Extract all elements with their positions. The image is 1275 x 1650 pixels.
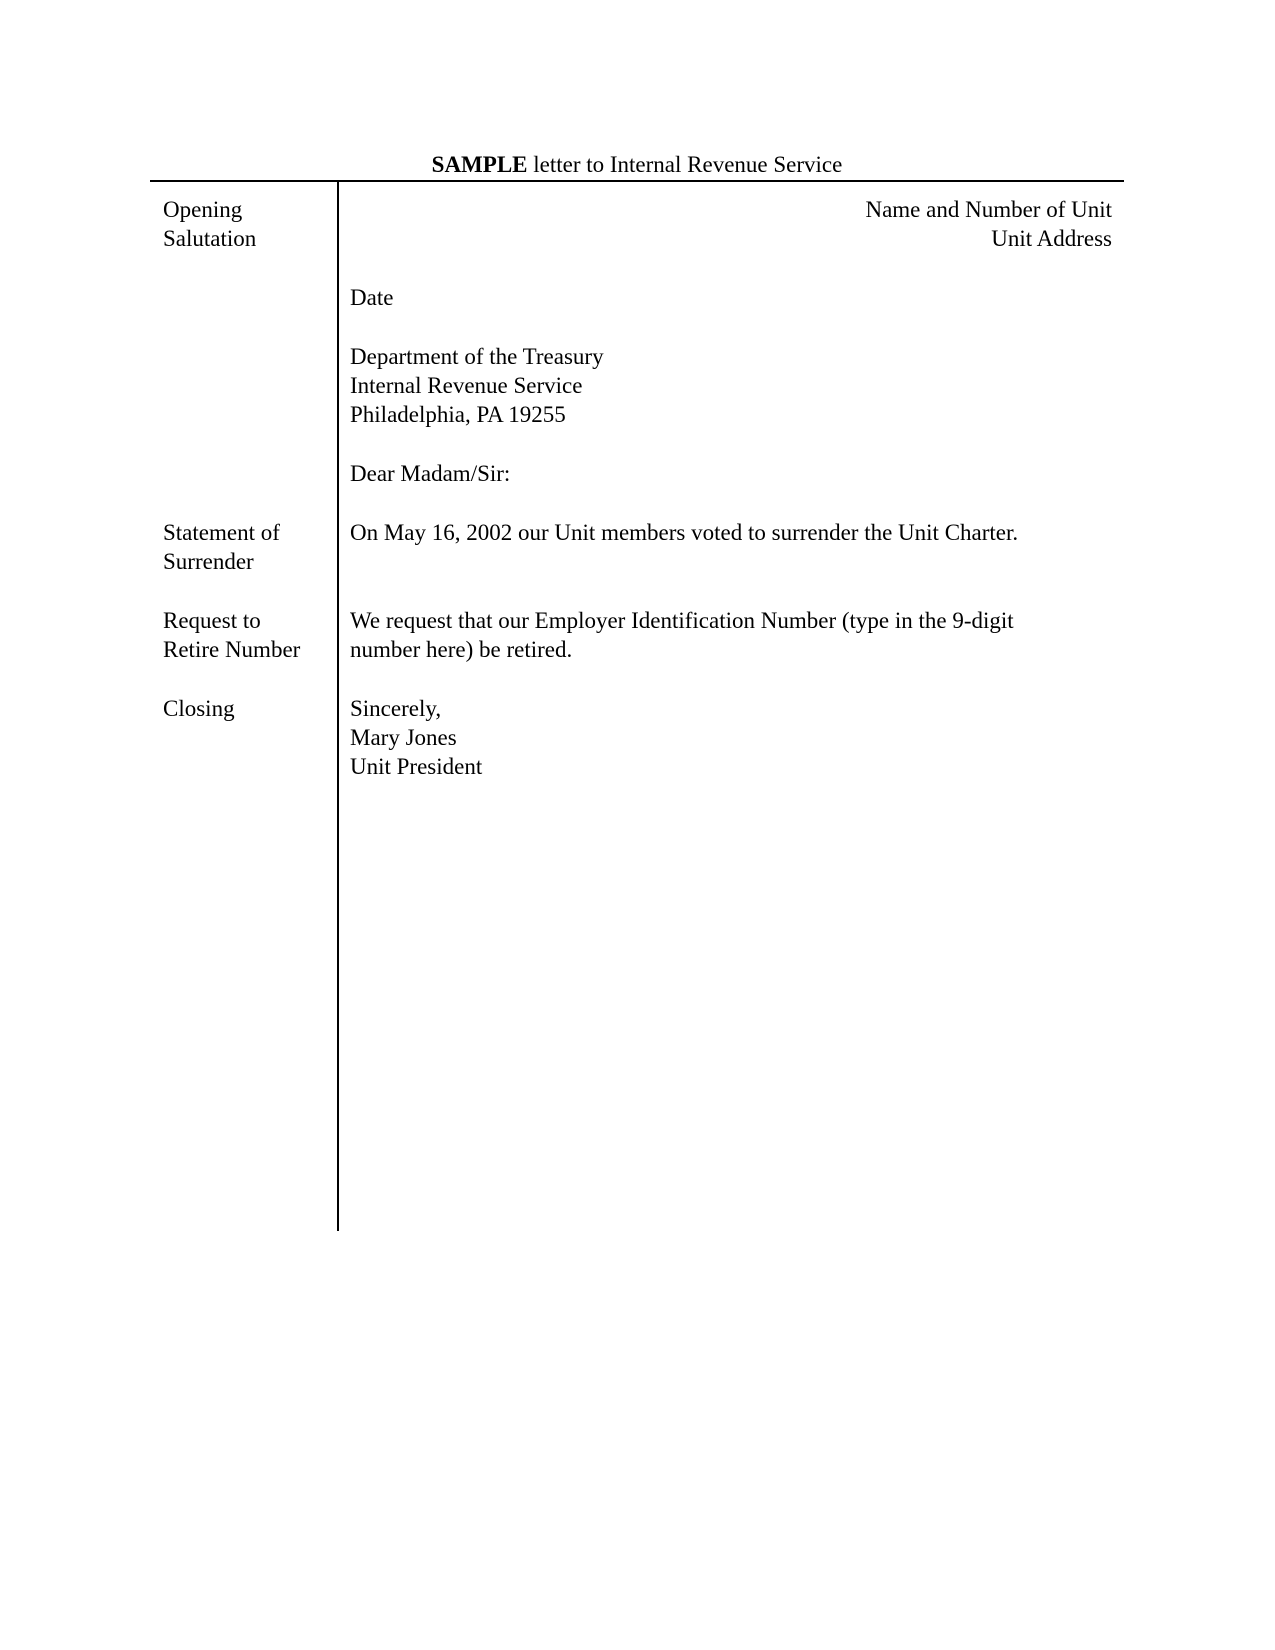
label-line: Closing (163, 696, 235, 721)
title-rest: letter to Internal Revenue Service (527, 152, 843, 177)
closing-line: Sincerely, (350, 696, 442, 721)
recipient-line: Philadelphia, PA 19255 (350, 402, 566, 427)
label-line: Surrender (163, 549, 254, 574)
label-line: Salutation (163, 226, 257, 251)
recipient-block (350, 342, 604, 429)
salutation: Dear Madam/Sir: (350, 461, 511, 486)
signer-title: Unit President (350, 754, 483, 779)
label-line: Request to (163, 608, 261, 633)
label-line: Opening (163, 197, 243, 222)
page-title (150, 150, 1124, 179)
sender-block (865, 195, 1112, 253)
recipient-line: Department of the Treasury (350, 344, 604, 369)
sender-name: Name and Number of Unit (865, 197, 1112, 222)
statement-paragraph: On May 16, 2002 our Unit members voted to surrender the Unit Charter. (350, 520, 1019, 545)
request-paragraph (350, 606, 1014, 664)
label-statement-of-surrender (163, 518, 333, 576)
label-request-to-retire (163, 606, 333, 664)
label-opening-salutation (163, 195, 333, 253)
label-line: Statement of (163, 520, 280, 545)
top-rule (150, 180, 1124, 182)
label-line: Retire Number (163, 637, 301, 662)
signer-name: Mary Jones (350, 725, 457, 750)
recipient-line: Internal Revenue Service (350, 373, 583, 398)
label-closing (163, 694, 333, 723)
request-line: number here) be retired. (350, 637, 573, 662)
column-divider (337, 181, 339, 1231)
request-line: We request that our Employer Identification Number (type in the 9-digit (350, 608, 1014, 633)
closing-block (350, 694, 482, 781)
sender-address: Unit Address (991, 226, 1112, 251)
title-bold: SAMPLE (431, 152, 528, 177)
letter-date: Date (350, 285, 394, 310)
